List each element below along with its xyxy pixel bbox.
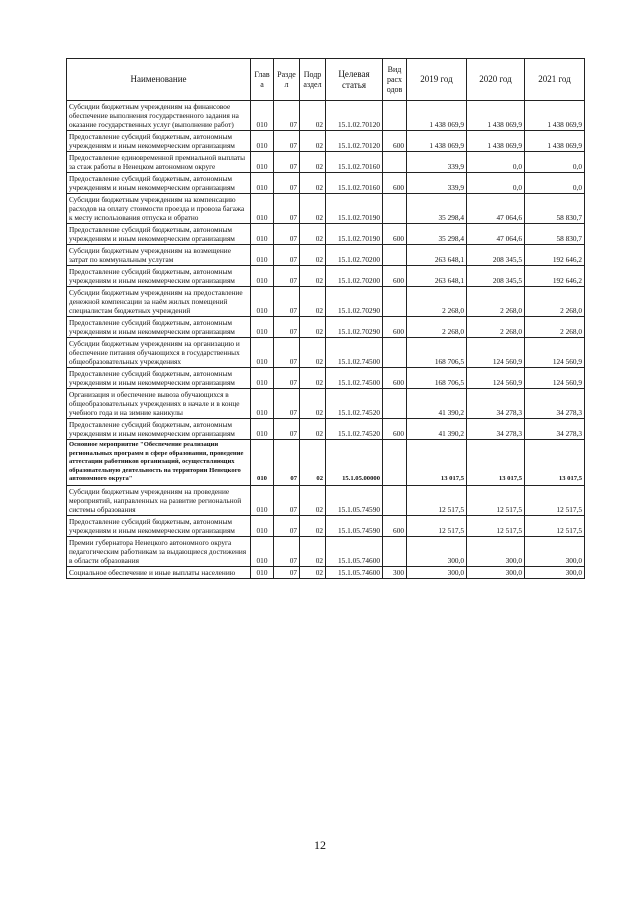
- cell-vid: 600: [383, 266, 407, 287]
- cell-2020: 300,0: [467, 536, 525, 566]
- cell-statya: 15.1.05.74590: [326, 515, 383, 536]
- cell-razdel: 07: [274, 485, 300, 515]
- cell-2021: 12 517,5: [525, 485, 585, 515]
- cell-razdel: 07: [274, 566, 300, 578]
- cell-statya: 15.1.02.74500: [326, 338, 383, 368]
- cell-razdel: 07: [274, 245, 300, 266]
- cell-2019: 339,9: [407, 152, 467, 173]
- table-row: [67, 194, 585, 224]
- cell-name: Субсидии бюджетным учреждениям на финансовое обеспечение выполнения государственного задания на оказание государственных услуг (выполнение работ): [67, 101, 251, 131]
- cell-2020: 2 268,0: [467, 287, 525, 317]
- cell-glava: 010: [251, 338, 274, 368]
- cell-2021: 1 438 069,9: [525, 131, 585, 152]
- cell-2021: 300,0: [525, 536, 585, 566]
- cell-podrazdel: 02: [300, 368, 326, 389]
- cell-razdel: 07: [274, 338, 300, 368]
- table-row: [67, 485, 585, 515]
- cell-glava: 010: [251, 173, 274, 194]
- cell-name: Предоставление субсидий бюджетным, автономным учреждениям и иным некоммерческим организациям: [67, 419, 251, 440]
- cell-statya: 15.1.02.70190: [326, 224, 383, 245]
- cell-2021: 58 830,7: [525, 224, 585, 245]
- cell-razdel: 07: [274, 440, 300, 486]
- cell-statya: 15.1.02.74500: [326, 368, 383, 389]
- cell-podrazdel: 02: [300, 440, 326, 486]
- cell-2020: 13 017,5: [467, 440, 525, 486]
- cell-podrazdel: 02: [300, 419, 326, 440]
- cell-2021: 124 560,9: [525, 368, 585, 389]
- cell-2019: 35 298,4: [407, 224, 467, 245]
- header-name: Наименование: [67, 59, 251, 101]
- cell-2020: 1 438 069,9: [467, 101, 525, 131]
- cell-glava: 010: [251, 536, 274, 566]
- cell-glava: 010: [251, 317, 274, 338]
- table-row: [67, 317, 585, 338]
- cell-2021: 124 560,9: [525, 338, 585, 368]
- cell-2019: 339,9: [407, 173, 467, 194]
- cell-podrazdel: 02: [300, 224, 326, 245]
- cell-name: Субсидии бюджетным учреждениям на компенсацию расходов на оплату стоимости проезда и провоза багажа к месту использования отпуска и обратно: [67, 194, 251, 224]
- cell-statya: 15.1.02.74520: [326, 389, 383, 419]
- page-number: 12: [314, 838, 326, 852]
- table-row: [67, 101, 585, 131]
- cell-vid: [383, 194, 407, 224]
- cell-2021: 0,0: [525, 152, 585, 173]
- cell-2019: 12 517,5: [407, 515, 467, 536]
- cell-name: Предоставление субсидий бюджетным, автономным учреждениям и иным некоммерческим организациям: [67, 515, 251, 536]
- cell-statya: 15.1.05.74590: [326, 485, 383, 515]
- cell-2019: 300,0: [407, 536, 467, 566]
- cell-2021: 2 268,0: [525, 317, 585, 338]
- cell-glava: 010: [251, 389, 274, 419]
- cell-podrazdel: 02: [300, 152, 326, 173]
- cell-2020: 12 517,5: [467, 515, 525, 536]
- cell-2021: 34 278,3: [525, 419, 585, 440]
- header-vid: Вид расх одов: [383, 59, 407, 101]
- cell-2019: 1 438 069,9: [407, 101, 467, 131]
- cell-razdel: 07: [274, 515, 300, 536]
- cell-vid: 600: [383, 515, 407, 536]
- cell-name: Организация и обеспечение вывоза обучающихся в общеобразовательных учреждениях в начале и в конце учебного года и на зимние каникулы: [67, 389, 251, 419]
- cell-statya: 15.1.02.70160: [326, 173, 383, 194]
- cell-2021: 0,0: [525, 173, 585, 194]
- cell-2019: 41 390,2: [407, 389, 467, 419]
- cell-podrazdel: 02: [300, 317, 326, 338]
- cell-podrazdel: 02: [300, 389, 326, 419]
- cell-2020: 0,0: [467, 152, 525, 173]
- cell-name: Субсидии бюджетным учреждениям на организацию и обеспечение питания обучающихся в государственных общеобразовательных учреждениях: [67, 338, 251, 368]
- cell-2019: 2 268,0: [407, 317, 467, 338]
- cell-vid: [383, 287, 407, 317]
- cell-podrazdel: 02: [300, 173, 326, 194]
- cell-2019: 300,0: [407, 566, 467, 578]
- cell-vid: 600: [383, 131, 407, 152]
- table-row: [67, 266, 585, 287]
- cell-glava: 010: [251, 245, 274, 266]
- cell-vid: [383, 338, 407, 368]
- cell-statya: 15.1.02.70290: [326, 287, 383, 317]
- cell-statya: 15.1.02.70200: [326, 266, 383, 287]
- cell-vid: 600: [383, 368, 407, 389]
- cell-razdel: 07: [274, 152, 300, 173]
- cell-glava: 010: [251, 515, 274, 536]
- cell-2019: 263 648,1: [407, 266, 467, 287]
- cell-vid: [383, 440, 407, 486]
- header-2021: 2021 год: [525, 59, 585, 101]
- cell-2021: 192 646,2: [525, 266, 585, 287]
- cell-name: Предоставление субсидий бюджетным, автономным учреждениям и иным некоммерческим организациям: [67, 368, 251, 389]
- table-row: [67, 131, 585, 152]
- cell-glava: 010: [251, 152, 274, 173]
- cell-glava: 010: [251, 131, 274, 152]
- cell-name: Предоставление субсидий бюджетным, автономным учреждениям и иным некоммерческим организациям: [67, 224, 251, 245]
- cell-razdel: 07: [274, 266, 300, 287]
- cell-razdel: 07: [274, 536, 300, 566]
- cell-2021: 34 278,3: [525, 389, 585, 419]
- cell-2021: 12 517,5: [525, 515, 585, 536]
- header-statya: Целевая статья: [326, 59, 383, 101]
- cell-vid: [383, 152, 407, 173]
- cell-vid: 600: [383, 419, 407, 440]
- cell-2019: 1 438 069,9: [407, 131, 467, 152]
- cell-razdel: 07: [274, 368, 300, 389]
- table-header-row: [67, 59, 585, 101]
- cell-podrazdel: 02: [300, 485, 326, 515]
- cell-2020: 47 064,6: [467, 194, 525, 224]
- table-row: [67, 389, 585, 419]
- cell-2019: 263 648,1: [407, 245, 467, 266]
- cell-name: Основное мероприятие "Обеспечение реализации региональных программ в сфере образования, проведение аттестации работников организаций, осуществляющих образовательную деятельность на территории Ненецкого автономного округа": [67, 440, 251, 486]
- cell-podrazdel: 02: [300, 536, 326, 566]
- cell-razdel: 07: [274, 287, 300, 317]
- cell-vid: [383, 101, 407, 131]
- cell-podrazdel: 02: [300, 245, 326, 266]
- cell-2021: 1 438 069,9: [525, 101, 585, 131]
- cell-podrazdel: 02: [300, 131, 326, 152]
- cell-glava: 010: [251, 368, 274, 389]
- header-podrazdel: Подр аздел: [300, 59, 326, 101]
- cell-statya: 15.1.05.74600: [326, 566, 383, 578]
- cell-name: Премии губернатора Ненецкого автономного округа педагогическим работникам за выдающиеся достижения в области образования: [67, 536, 251, 566]
- cell-vid: [383, 485, 407, 515]
- table-row: [67, 368, 585, 389]
- cell-name: Субсидии бюджетным учреждениям на проведение мероприятий, направленных на развитие региональной системы образования: [67, 485, 251, 515]
- cell-statya: 15.1.05.74600: [326, 536, 383, 566]
- cell-podrazdel: 02: [300, 266, 326, 287]
- cell-podrazdel: 02: [300, 101, 326, 131]
- cell-2019: 41 390,2: [407, 419, 467, 440]
- cell-podrazdel: 02: [300, 338, 326, 368]
- cell-name: Предоставление субсидий бюджетным, автономным учреждениям и иным некоммерческим организациям: [67, 173, 251, 194]
- cell-vid: 300: [383, 566, 407, 578]
- header-glava: Глав а: [251, 59, 274, 101]
- cell-razdel: 07: [274, 131, 300, 152]
- cell-name: Субсидии бюджетным учреждениям на возмещение затрат по коммунальным услугам: [67, 245, 251, 266]
- cell-2019: 168 706,5: [407, 368, 467, 389]
- cell-glava: 010: [251, 419, 274, 440]
- cell-name: Предоставление субсидий бюджетным, автономным учреждениям и иным некоммерческим организациям: [67, 131, 251, 152]
- cell-statya: 15.1.02.74520: [326, 419, 383, 440]
- cell-2020: 208 345,5: [467, 266, 525, 287]
- cell-razdel: 07: [274, 419, 300, 440]
- cell-glava: 010: [251, 194, 274, 224]
- cell-vid: [383, 536, 407, 566]
- cell-2020: 12 517,5: [467, 485, 525, 515]
- cell-glava: 010: [251, 266, 274, 287]
- cell-vid: [383, 389, 407, 419]
- cell-statya: 15.1.02.70160: [326, 152, 383, 173]
- cell-2021: 58 830,7: [525, 194, 585, 224]
- cell-name: Предоставление единовременной премиальной выплаты за стаж работы в Ненецком автономном округе: [67, 152, 251, 173]
- cell-glava: 010: [251, 101, 274, 131]
- cell-glava: 010: [251, 485, 274, 515]
- cell-razdel: 07: [274, 194, 300, 224]
- cell-name: Предоставление субсидий бюджетным, автономным учреждениям и иным некоммерческим организациям: [67, 317, 251, 338]
- table-row: [67, 245, 585, 266]
- table-row: [67, 536, 585, 566]
- cell-2020: 0,0: [467, 173, 525, 194]
- cell-vid: 600: [383, 317, 407, 338]
- cell-razdel: 07: [274, 389, 300, 419]
- cell-vid: 600: [383, 173, 407, 194]
- table-row: [67, 419, 585, 440]
- table-row: [67, 440, 585, 486]
- cell-2021: 300,0: [525, 566, 585, 578]
- cell-2020: 300,0: [467, 566, 525, 578]
- cell-statya: 15.1.02.70190: [326, 194, 383, 224]
- header-2019: 2019 год: [407, 59, 467, 101]
- cell-statya: 15.1.02.70290: [326, 317, 383, 338]
- cell-vid: 600: [383, 224, 407, 245]
- cell-razdel: 07: [274, 317, 300, 338]
- table-row: [67, 173, 585, 194]
- cell-2020: 34 278,3: [467, 419, 525, 440]
- header-2020: 2020 год: [467, 59, 525, 101]
- cell-statya: 15.1.05.00000: [326, 440, 383, 486]
- table-row: [67, 287, 585, 317]
- cell-2019: 12 517,5: [407, 485, 467, 515]
- cell-razdel: 07: [274, 101, 300, 131]
- table-row: [67, 566, 585, 578]
- cell-2021: 13 017,5: [525, 440, 585, 486]
- table-body: [67, 101, 585, 579]
- table-row: [67, 224, 585, 245]
- cell-statya: 15.1.02.70120: [326, 101, 383, 131]
- cell-2020: 208 345,5: [467, 245, 525, 266]
- cell-2019: 2 268,0: [407, 287, 467, 317]
- cell-glava: 010: [251, 566, 274, 578]
- table-row: [67, 515, 585, 536]
- cell-name: Предоставление субсидий бюджетным, автономным учреждениям и иным некоммерческим организациям: [67, 266, 251, 287]
- cell-2020: 124 560,9: [467, 368, 525, 389]
- cell-2021: 2 268,0: [525, 287, 585, 317]
- cell-name: Социальное обеспечение и иные выплаты населению: [67, 566, 251, 578]
- cell-name: Субсидии бюджетным учреждениям на предоставление денежной компенсации за наём жилых помещений специалистам бюджетных учреждений: [67, 287, 251, 317]
- cell-2019: 168 706,5: [407, 338, 467, 368]
- cell-podrazdel: 02: [300, 566, 326, 578]
- cell-vid: [383, 245, 407, 266]
- cell-2020: 2 268,0: [467, 317, 525, 338]
- cell-2021: 192 646,2: [525, 245, 585, 266]
- cell-statya: 15.1.02.70120: [326, 131, 383, 152]
- header-razdel: Разде л: [274, 59, 300, 101]
- cell-2019: 13 017,5: [407, 440, 467, 486]
- cell-statya: 15.1.02.70200: [326, 245, 383, 266]
- table-row: [67, 338, 585, 368]
- cell-2019: 35 298,4: [407, 194, 467, 224]
- cell-2020: 124 560,9: [467, 338, 525, 368]
- cell-2020: 34 278,3: [467, 389, 525, 419]
- cell-podrazdel: 02: [300, 287, 326, 317]
- cell-glava: 010: [251, 224, 274, 245]
- budget-table: [66, 58, 585, 579]
- cell-razdel: 07: [274, 224, 300, 245]
- cell-podrazdel: 02: [300, 194, 326, 224]
- cell-glava: 010: [251, 440, 274, 486]
- cell-2020: 1 438 069,9: [467, 131, 525, 152]
- cell-razdel: 07: [274, 173, 300, 194]
- cell-2020: 47 064,6: [467, 224, 525, 245]
- cell-podrazdel: 02: [300, 515, 326, 536]
- table-row: [67, 152, 585, 173]
- cell-glava: 010: [251, 287, 274, 317]
